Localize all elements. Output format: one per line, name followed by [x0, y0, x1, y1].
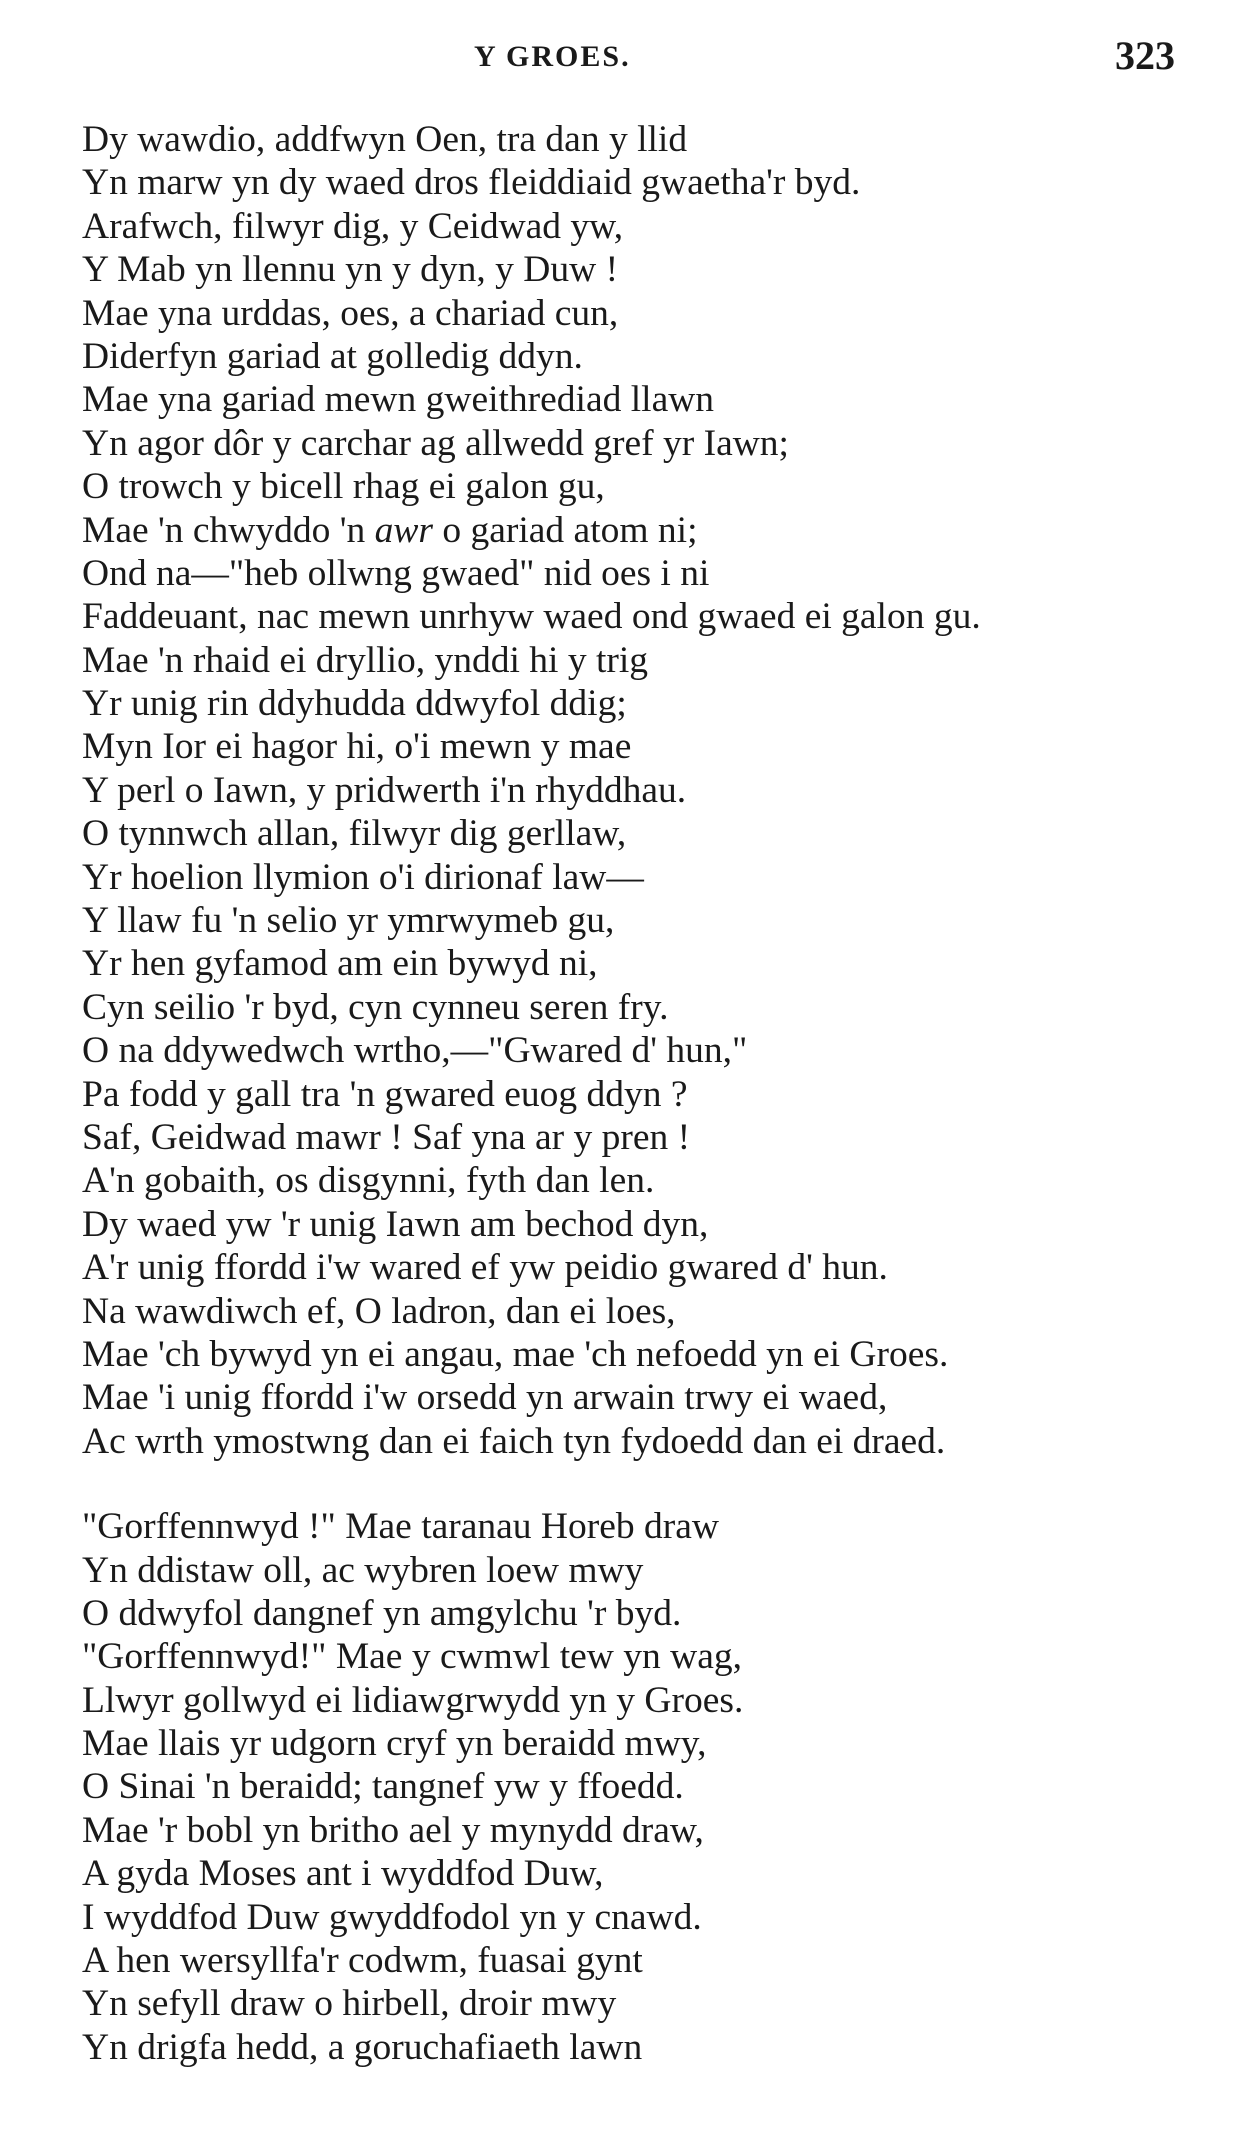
- verse-line: Mae llais yr udgorn cryf yn beraidd mwy,: [82, 1723, 707, 1765]
- verse-line: Yr hoelion llymion o'i dirionaf law—: [82, 856, 644, 898]
- verse-line: A'n gobaith, os disgynni, fyth dan len.: [82, 1160, 655, 1202]
- verse-line: Y Mab yn llennu yn y dyn, y Duw !: [82, 249, 619, 291]
- page-header: [0, 32, 1238, 82]
- verse-line: Yr hen gyfamod am ein bywyd ni,: [82, 943, 598, 985]
- stanza-2: [82, 1505, 1192, 2069]
- verse-line: Yn ddistaw oll, ac wybren loew mwy: [82, 1549, 644, 1591]
- verse-line: Llwyr gollwyd ei lidiawgrwydd yn y Groes.: [82, 1679, 744, 1721]
- verse-line: Yr unig rin ddyhudda ddwyfol ddig;: [82, 683, 627, 725]
- verse-line: Yn drigfa hedd, a goruchafiaeth lawn: [82, 2026, 643, 2068]
- verse-line: Mae 'ch bywyd yn ei angau, mae 'ch nefoedd yn ei Groes.: [82, 1333, 949, 1375]
- verse-line: A'r unig ffordd i'w wared ef yw peidio gwared d' hun.: [82, 1247, 888, 1289]
- verse-line: Diderfyn gariad at golledig ddyn.: [82, 335, 583, 377]
- verse-line: A hen wersyllfa'r codwm, fuasai gynt: [82, 1940, 643, 1982]
- verse-line: O ddwyfol dangnef yn amgylchu 'r byd.: [82, 1592, 682, 1634]
- verse-line: Mae 'r bobl yn britho ael y mynydd draw,: [82, 1809, 704, 1851]
- verse-line: Myn Ior ei hagor hi, o'i mewn y mae: [82, 726, 632, 768]
- verse-line: O Sinai 'n beraidd; tangnef yw y ffoedd.: [82, 1766, 684, 1808]
- verse-line-start: Mae 'n chwyddo 'n: [82, 509, 375, 551]
- verse-line: Mae yna gariad mewn gweithrediad llawn: [82, 379, 715, 421]
- verse-line: O trowch y bicell rhag ei galon gu,: [82, 466, 605, 508]
- verse-line: Yn marw yn dy waed dros fleiddiaid gwaetha'r byd.: [82, 162, 861, 204]
- verse-line: Dy waed yw 'r unig Iawn am bechod dyn,: [82, 1203, 709, 1245]
- verse-line: I wyddfod Duw gwyddfodol yn y cnawd.: [82, 1896, 702, 1938]
- verse-line: O tynnwch allan, filwyr dig gerllaw,: [82, 813, 627, 855]
- verse-line: Cyn seilio 'r byd, cyn cynneu seren fry.: [82, 986, 669, 1028]
- verse-line: Ond na—"heb ollwng gwaed" nid oes i ni: [82, 552, 710, 594]
- verse-line: Yn agor dôr y carchar ag allwedd gref yr Iawn;: [82, 422, 789, 464]
- verse-line: Saf, Geidwad mawr ! Saf yna ar y pren !: [82, 1116, 691, 1158]
- verse-line: A gyda Moses ant i wyddfod Duw,: [82, 1853, 604, 1895]
- verse-line: Mae 'i unig ffordd i'w orsedd yn arwain trwy ei waed,: [82, 1377, 888, 1419]
- verse-line: Mae 'n rhaid ei dryllio, ynddi hi y trig: [82, 639, 649, 681]
- running-title: Y GROES.: [474, 40, 631, 73]
- verse-line: Ac wrth ymostwng dan ei faich tyn fydoedd dan ei draed.: [82, 1420, 946, 1462]
- italic-word: awr: [374, 509, 433, 551]
- verse-line: "Gorffennwyd !" Mae taranau Horeb draw: [82, 1506, 719, 1548]
- verse-line-end: o gariad atom ni;: [432, 509, 698, 551]
- verse-line: [82, 509, 1192, 552]
- verse-line: Na wawdiwch ef, O ladron, dan ei loes,: [82, 1290, 676, 1332]
- page-number: 323: [1115, 33, 1175, 78]
- verse-line: Yn sefyll draw o hirbell, droir mwy: [82, 1983, 617, 2025]
- stanza-1: [82, 118, 1192, 1463]
- verse-line: O na ddywedwch wrtho,—"Gwared d' hun,": [82, 1030, 748, 1072]
- verse-line: Y llaw fu 'n selio yr ymrwymeb gu,: [82, 900, 615, 942]
- verse-line: Arafwch, filwyr dig, y Ceidwad yw,: [82, 205, 624, 247]
- verse-line: Y perl o Iawn, y pridwerth i'n rhyddhau.: [82, 769, 687, 811]
- verse-line: Dy wawdio, addfwyn Oen, tra dan y llid: [82, 119, 688, 160]
- verse-line: Pa fodd y gall tra 'n gwared euog ddyn ?: [82, 1073, 688, 1115]
- verse-line: "Gorffennwyd!" Mae y cwmwl tew yn wag,: [82, 1636, 742, 1678]
- verse-line: Faddeuant, nac mewn unrhyw waed ond gwaed ei galon gu.: [82, 596, 981, 638]
- poem-body: [82, 118, 1192, 2069]
- verse-line: Mae yna urddas, oes, a chariad cun,: [82, 292, 619, 334]
